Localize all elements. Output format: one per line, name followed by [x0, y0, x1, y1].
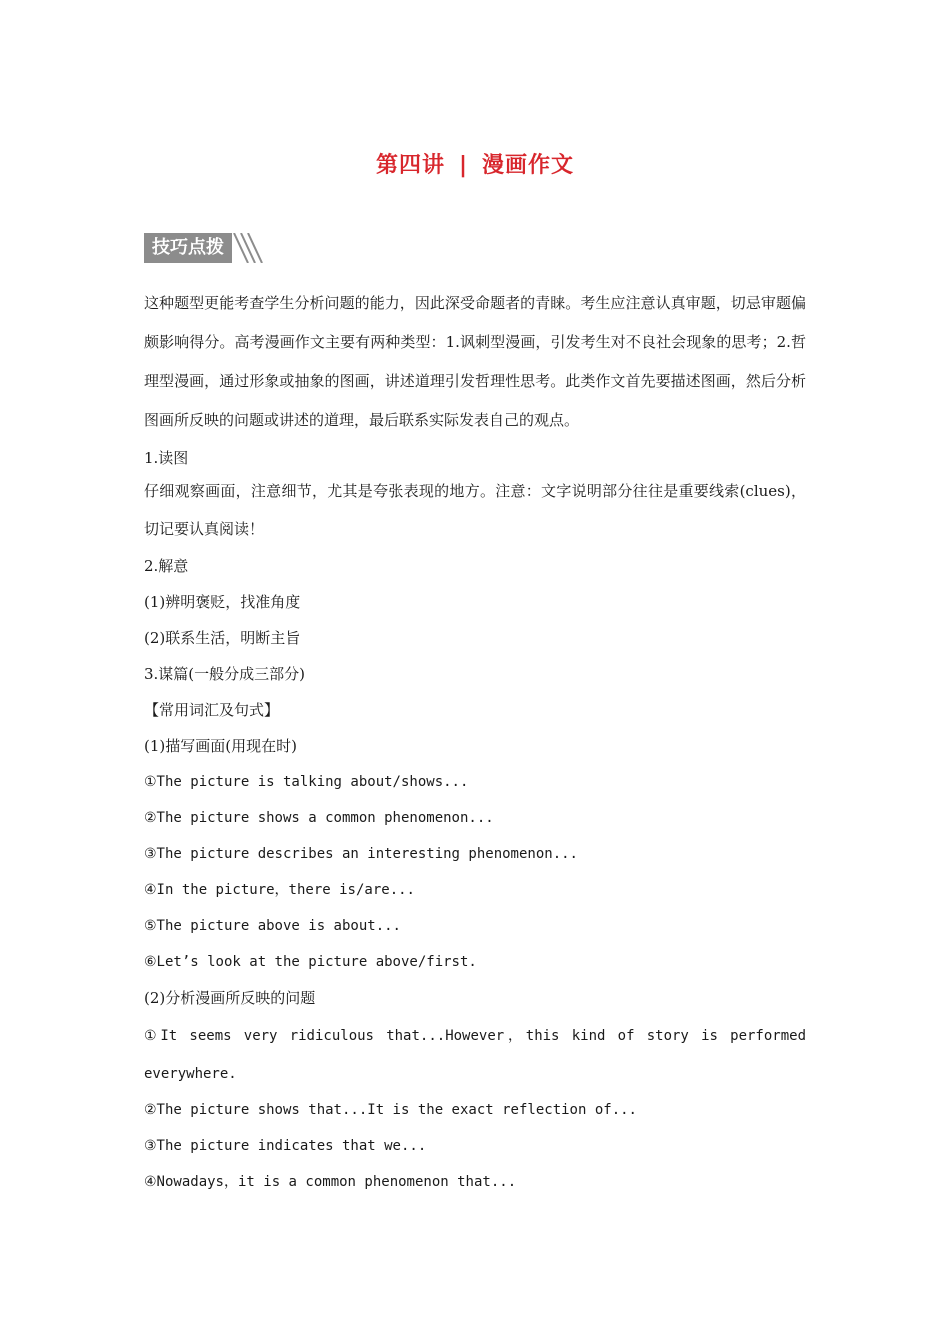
lecture-number: 第四讲 [375, 153, 445, 178]
part2-heading: (2)分析漫画所反映的问题 [144, 989, 316, 1007]
diagonal-stripes-icon [232, 233, 266, 263]
section-label [144, 233, 266, 263]
list-item: ③The picture describes an interesting phenomenon... [144, 846, 578, 862]
step1-body: 仔细观察画面，注意细节，尤其是夸张表现的地方。注意：文字说明部分往往是重要线索(clues)，切记要认真阅读！ [144, 482, 806, 538]
step2-heading: 2.解意 [144, 557, 189, 575]
list-item: ⑤The picture above is about... [144, 918, 401, 934]
lecture-topic: 漫画作文 [482, 153, 575, 178]
content-body [144, 284, 806, 1200]
list-item: ②The picture shows that...It is the exact reflection of... [144, 1102, 637, 1118]
vocab-heading: 【常用词汇及句式】 [144, 701, 280, 719]
section-label-text: 技巧点拨 [144, 233, 232, 263]
step3-heading: 3.谋篇(一般分成三部分) [144, 665, 306, 683]
list-item: ③The picture indicates that we... [144, 1138, 427, 1154]
part1-heading: (1)描写画面(用现在时) [144, 737, 297, 755]
list-item: ④Nowadays，it is a common phenomenon that... [144, 1174, 517, 1190]
list-item-continuation: everywhere. [144, 1066, 237, 1082]
step2-item: (2)联系生活，明断主旨 [144, 629, 301, 647]
step1-heading: 1.读图 [144, 449, 189, 467]
intro-paragraph: 这种题型更能考查学生分析问题的能力，因此深受命题者的青睐。考生应注意认真审题，切忌审题偏颇影响得分。高考漫画作文主要有两种类型：1.讽刺型漫画，引发考生对不良社会现象的思考；2.哲理型漫画，通过形象或抽象的图画，讲述道理引发哲理性思考。此类作文首先要描述图画，然后分析图画所反映的问题或讲述的道理，最后联系实际发表自己的观点。 [144, 294, 806, 429]
list-item: ①The picture is talking about/shows... [144, 774, 469, 790]
title-separator: | [458, 153, 469, 178]
list-item: ①It seems very ridiculous that...However，this kind of story is performed [144, 1028, 806, 1044]
list-item: ②The picture shows a common phenomenon... [144, 810, 494, 826]
page-title [0, 148, 950, 179]
list-item: ⑥Let’s look at the picture above/first. [144, 954, 477, 970]
list-item: ④In the picture，there is/are... [144, 882, 415, 898]
step2-item: (1)辨明褒贬，找准角度 [144, 593, 301, 611]
